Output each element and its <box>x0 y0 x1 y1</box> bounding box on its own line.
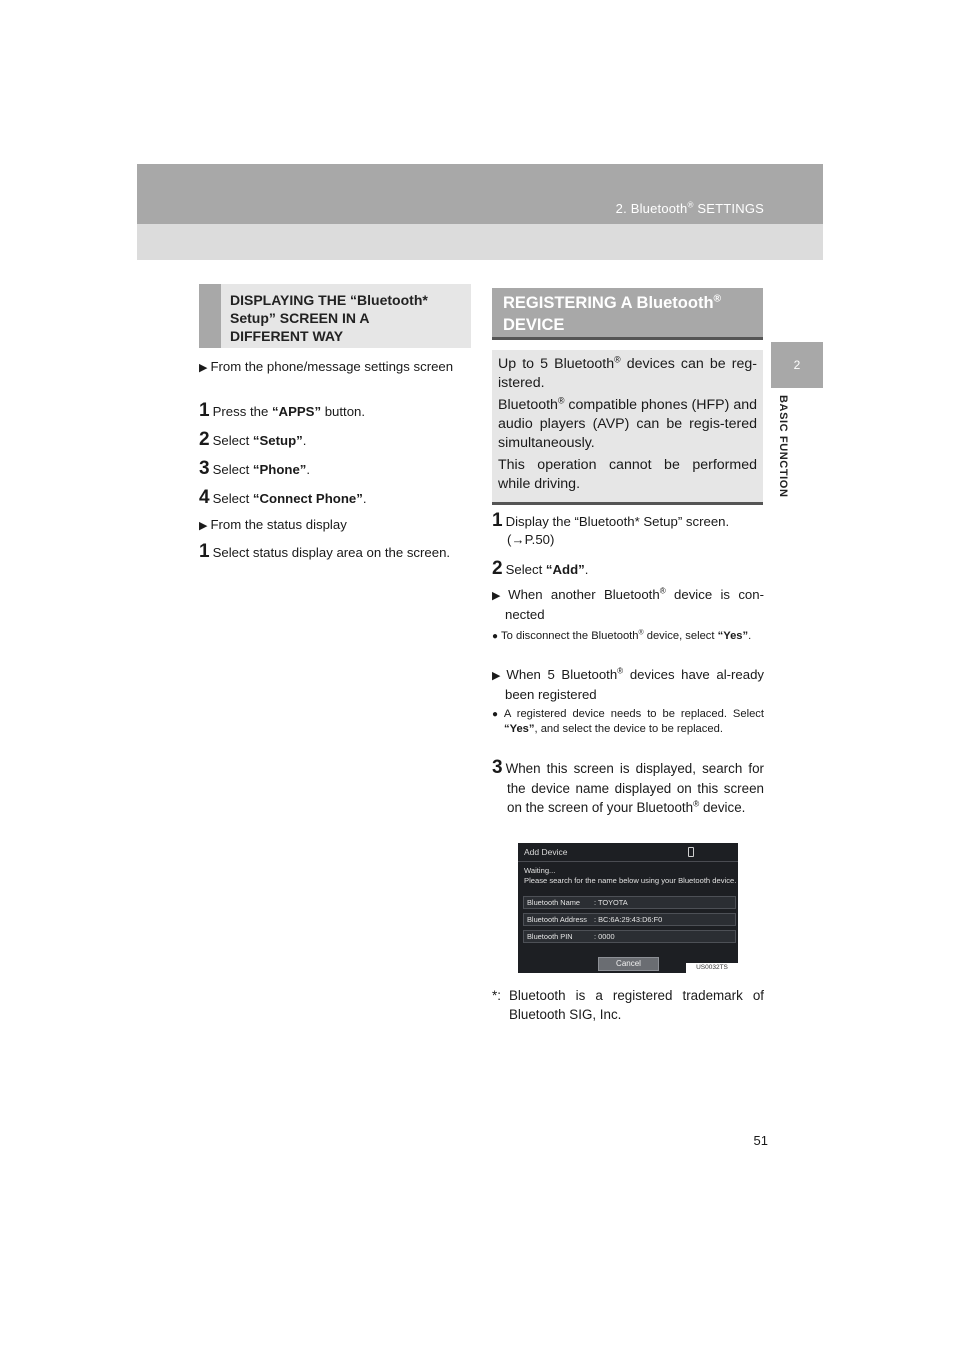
left-heading-box <box>199 284 471 348</box>
step-r2: 2 Select “Add”. <box>492 558 589 579</box>
waiting-message: Waiting... Please search for the name below using your Bluetooth device. <box>524 866 737 885</box>
case-another-connected: ▶ When another Bluetooth® device is con-nected <box>492 586 764 622</box>
footnote: *: Bluetooth is a registered trademark of Bluetooth SIG, Inc. <box>492 988 764 1022</box>
right-heading: REGISTERING A Bluetooth® DEVICE <box>503 293 722 334</box>
screen-title: Add Device <box>524 847 568 857</box>
chapter-label: BASIC FUNCTION <box>777 395 789 498</box>
step-b1: 1 Select status display area on the screen. <box>199 541 451 562</box>
info-p1: Up to 5 Bluetooth® devices can be reg-istered. <box>498 354 758 391</box>
info-row-pin: Bluetooth PIN : 0000 <box>523 930 736 943</box>
case-five-registered: ▶ When 5 Bluetooth® devices have al-ready been registered <box>492 666 765 702</box>
step-a2: 2 Select “Setup”. <box>199 429 307 450</box>
step-r1: 1 Display the “Bluetooth* Setup” screen. (→P.50) <box>492 510 730 547</box>
header-subband <box>137 224 823 260</box>
from-status-text: ▶ From the status display <box>199 517 347 532</box>
image-code: US0032TS <box>686 963 738 973</box>
info-box <box>492 350 763 505</box>
bullet-icon: ● <box>492 709 501 720</box>
triangle-icon: ▶ <box>492 590 506 602</box>
chapter-number: 2 <box>793 358 801 372</box>
heading-bar <box>199 284 221 348</box>
info-p2: Bluetooth® compatible phones (HFP) and audio players (AVP) can be regis-tered simultaneously. <box>498 395 757 451</box>
triangle-icon: ▶ <box>199 520 208 532</box>
info-p3: This operation cannot be performed while driving. <box>498 457 757 492</box>
page-number: 51 <box>753 1133 768 1148</box>
phone-icon <box>688 847 694 857</box>
right-heading-box <box>492 288 763 340</box>
triangle-icon: ▶ <box>199 362 208 374</box>
step-a1: 1 Press the “APPS” button. <box>199 400 366 421</box>
add-device-screenshot <box>518 843 738 973</box>
step-a3: 3 Select “Phone”. <box>199 458 311 479</box>
step-r3: 3 When this screen is displayed, search for the device name displayed on this screen on the screen of your Bluetooth® device. <box>492 757 764 815</box>
bullet-disconnect: ● To disconnect the Bluetooth® device, select “Yes”. <box>492 629 752 642</box>
bullet-icon: ● <box>492 631 499 642</box>
triangle-icon: ▶ <box>492 670 504 682</box>
step-a4: 4 Select “Connect Phone”. <box>199 487 367 508</box>
from-phone-text: ▶ From the phone/message settings screen <box>199 359 454 374</box>
left-heading: DISPLAYING THE “Bluetooth* Setup” SCREEN IN A DIFFERENT WAY <box>230 292 428 344</box>
bullet-replace: ● A registered device needs to be replaced. Select “Yes”, and select the device to be replaced. <box>492 708 764 735</box>
cancel-button[interactable]: Cancel <box>598 957 659 971</box>
info-row-address: Bluetooth Address : BC:6A:29:43:D6:F0 <box>523 913 736 926</box>
section-title: 2. Bluetooth® SETTINGS <box>615 200 764 216</box>
divider <box>518 861 738 862</box>
info-row-name: Bluetooth Name : TOYOTA <box>523 896 736 909</box>
